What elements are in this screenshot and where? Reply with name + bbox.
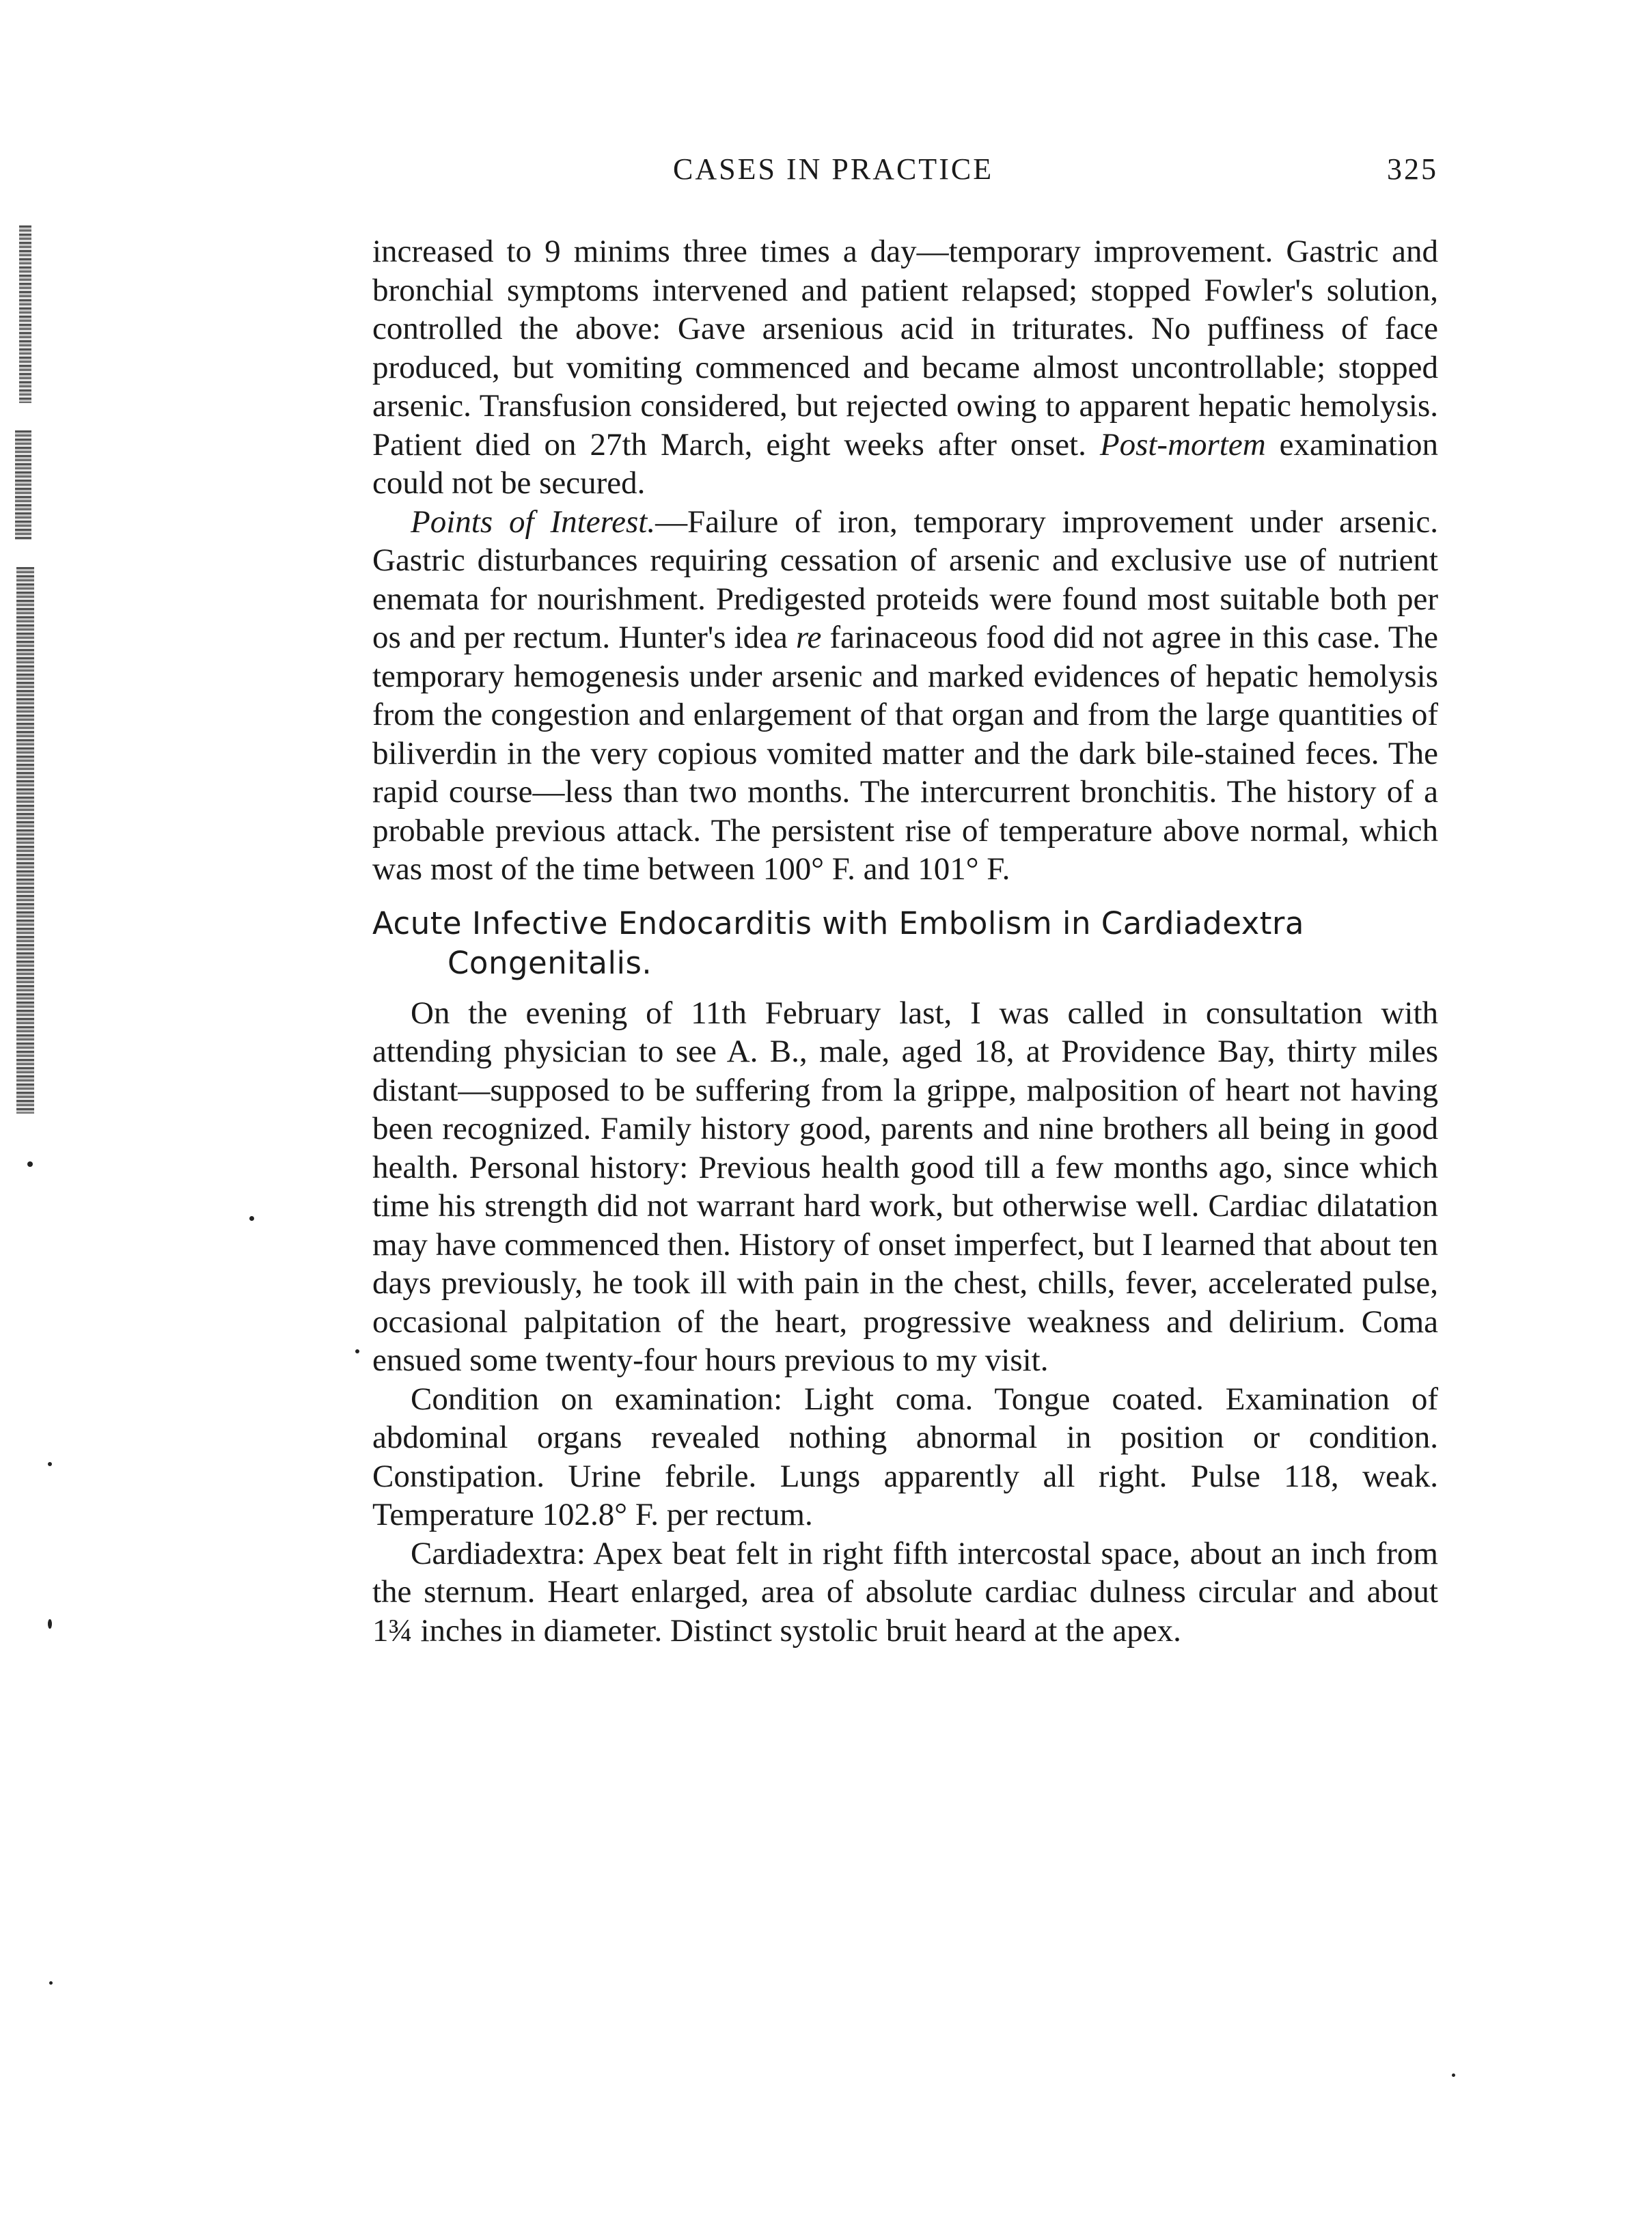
section-heading-line: Congenitalis. xyxy=(448,944,652,981)
scan-speck xyxy=(49,1981,53,1985)
section-heading-line: Acute Infective Endocarditis with Embolism in Cardiadextra xyxy=(372,905,1304,941)
running-title: CASES IN PRACTICE xyxy=(673,152,994,186)
paragraph-text: farinaceous food did not agree in this case. The temporary hemogenesis under arsenic and marked evidences of hepatic hemolysis from the congestion and enlargement of that organ and from the large quantities of biliverdin in the very copious vomited matter and the dark bile-stained feces. The rapid course—less than two months. The intercurrent bronchitis. The history of a probable previous attack. The persistent rise of temperature above normal, which was most of the time between 100° F. and 101° F. xyxy=(372,620,1438,887)
paragraph-examination: Condition on examination: Light coma. Tongue coated. Examination of abdominal organs revealed nothing abnormal in position or condition. Constipation. Urine febrile. Lungs apparently all right. Pulse 118, weak. Temperature 102.8° F. per rectum. xyxy=(372,1381,1438,1532)
paragraph-text: examination could not be secured. xyxy=(372,426,1438,501)
binding-edge-noise xyxy=(0,225,48,1114)
scan-speck xyxy=(355,1349,359,1353)
paragraph-cardiadextra: Cardiadextra: Apex beat felt in right fifth intercostal space, about an inch from the sternum. Heart enlarged, area of absolute cardiac dulness circular and about 1¾ inches in diameter. Distinct systolic bruit heard at the apex. xyxy=(372,1535,1438,1649)
italic-lead: Points of Interest. xyxy=(411,504,656,540)
running-header xyxy=(372,152,1438,193)
body-text xyxy=(372,232,1438,1650)
paragraph-points-of-interest xyxy=(372,503,1438,889)
italic-term: re xyxy=(795,620,822,655)
scan-speck xyxy=(1452,2073,1455,2077)
paragraph-case-history: On the evening of 11th February last, I was called in consultation with attending physician to see A. B., male, aged 18, at Providence Bay, thirty miles distant—supposed to be suffering from la grippe, malposition of heart not having been recognized. Family history good, parents and nine brothers all being in good health. Personal history: Previous health good till a few months ago, since which time his strength did not warrant hard work, but otherwise well. Cardiac dilatation may have commenced then. History of onset imperfect, but I learned that about ten days previously, he took ill with pain in the chest, chills, fever, accelerated pulse, occasional palpitation of the heart, progressive weakness and delirium. Coma ensued some twenty-four hours previous to my visit. xyxy=(372,995,1438,1378)
scan-speck xyxy=(249,1216,254,1221)
scan-speck xyxy=(48,1462,52,1466)
section-heading xyxy=(372,904,1438,983)
paragraph-text: —Failure of iron, temporary improvement under arsenic. Gastric disturbances requiring cessation of arsenic and exclusive use of nutrient enemata for nourishment. Predigested proteids were found most suitable both per os and per rectum. Hunter's idea xyxy=(372,504,1438,655)
scan-speck xyxy=(48,1619,52,1629)
paragraph-text: increased to 9 minims three times a day—temporary improvement. Gastric and bronchial symptoms intervened and patient relapsed; stopped Fowler's solution, controlled the above: Gave arsenious acid in triturates. No puffiness of face produced, but vomiting commenced and became almost uncontrollable; stopped arsenic. Transfusion considered, but rejected owing to apparent hepatic hemolysis. Patient died on 27th March, eight weeks after onset. xyxy=(372,234,1438,463)
scan-speck xyxy=(27,1161,33,1167)
italic-term: Post-mortem xyxy=(1099,426,1266,463)
paragraph-continuation xyxy=(372,232,1438,503)
page-number: 325 xyxy=(1387,152,1438,186)
